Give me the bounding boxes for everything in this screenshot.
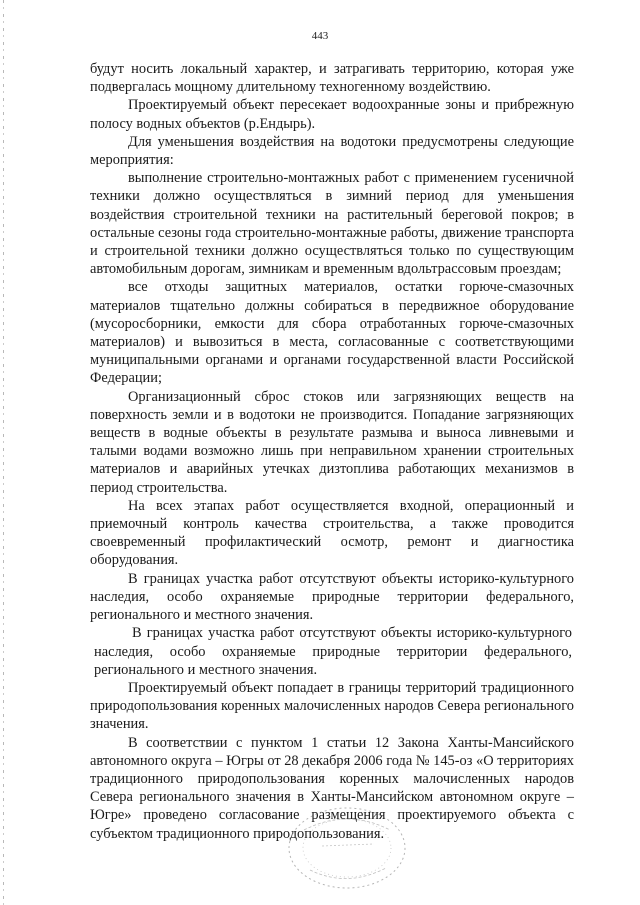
paragraph-measure-waste: все отходы защитных материалов, остатки горюче-смазочных материалов тщательно должны собираться в передвижное оборудование (мусоросборники, емкости для сбора отработанных горюче-смазочных материалов) и вывозиться в места, согласованные с соответствующими муниципальными органами и органами государственной власти Российской Федерации;: [90, 279, 574, 387]
paragraph-continuation: будут носить локальный характер, и затрагивать территорию, которая уже подвергалась мощному длительному техногенному воздействию.: [90, 61, 574, 96]
document-body: [90, 60, 574, 843]
paragraph-measures-intro: Для уменьшения воздействия на водотоки предусмотрены следующие мероприятия:: [90, 133, 574, 169]
paragraph-heritage-2: В границах участка работ отсутствуют объекты историко-культурного наследия, особо охраняемые природные территории федерального, регионального и местного значения.: [94, 625, 572, 678]
paragraph-discharge: Организационный сброс стоков или загрязняющих веществ на поверхность земли и в водотоки не производится. Попадание загрязняющих веществ в водные объекты в результате размыва и выноса ливневыми и талыми водами возможно лишь при неправильном хранении строительных материалов и аварийных утечках дизтоплива работающих механизмов в период строительства.: [90, 388, 574, 496]
paragraph-quality-control: На всех этапах работ осуществляется входной, операционный и приемочный контроль качества строительства, а также проводится своевременный профилактический осмотр, ремонт и диагностика оборудования.: [90, 497, 574, 569]
page-number: 443: [311, 30, 329, 42]
paragraph-traditional-territories: Проектируемый объект попадает в границы территорий традиционного природопользования коренных малочисленных народов Севера регионального значения.: [90, 679, 574, 733]
stamp-seal: [282, 800, 412, 890]
paragraph-law-reference: В соответствии с пунктом 1 статьи 12 Закона Ханты-Мансийского автономного округа – Югры от 28 декабря 2006 года № 145-оз «О территориях традиционного природопользования коренных малочисленных народов Севера регионального значения в Ханты-Мансийском автономном округе – Югре» проведено согласование размещения проектируемого объекта с субъектом традиционного природопользования.: [90, 734, 574, 842]
paragraph-water-zones: Проектируемый объект пересекает водоохранные зоны и прибрежную полосу водных объектов (р.Ендырь).: [90, 97, 574, 132]
paragraph-heritage-1: В границах участка работ отсутствуют объекты историко-культурного наследия, особо охраняемые природные территории федерального, регионального и местного значения.: [90, 570, 574, 624]
scan-edge-marks: [3, 0, 4, 905]
paragraph-measure-tracked-machinery: выполнение строительно-монтажных работ с применением гусеничной техники должно осуществляться в зимний период для уменьшения воздействия строительной техники на растительный береговой покров; в остальные сезоны года строительно-монтажные работы, движение транспорта и строительной техники должно осуществляться только по существующим автомобильным дорогам, зимникам и временным вдольтрассовым проездам;: [90, 170, 574, 278]
